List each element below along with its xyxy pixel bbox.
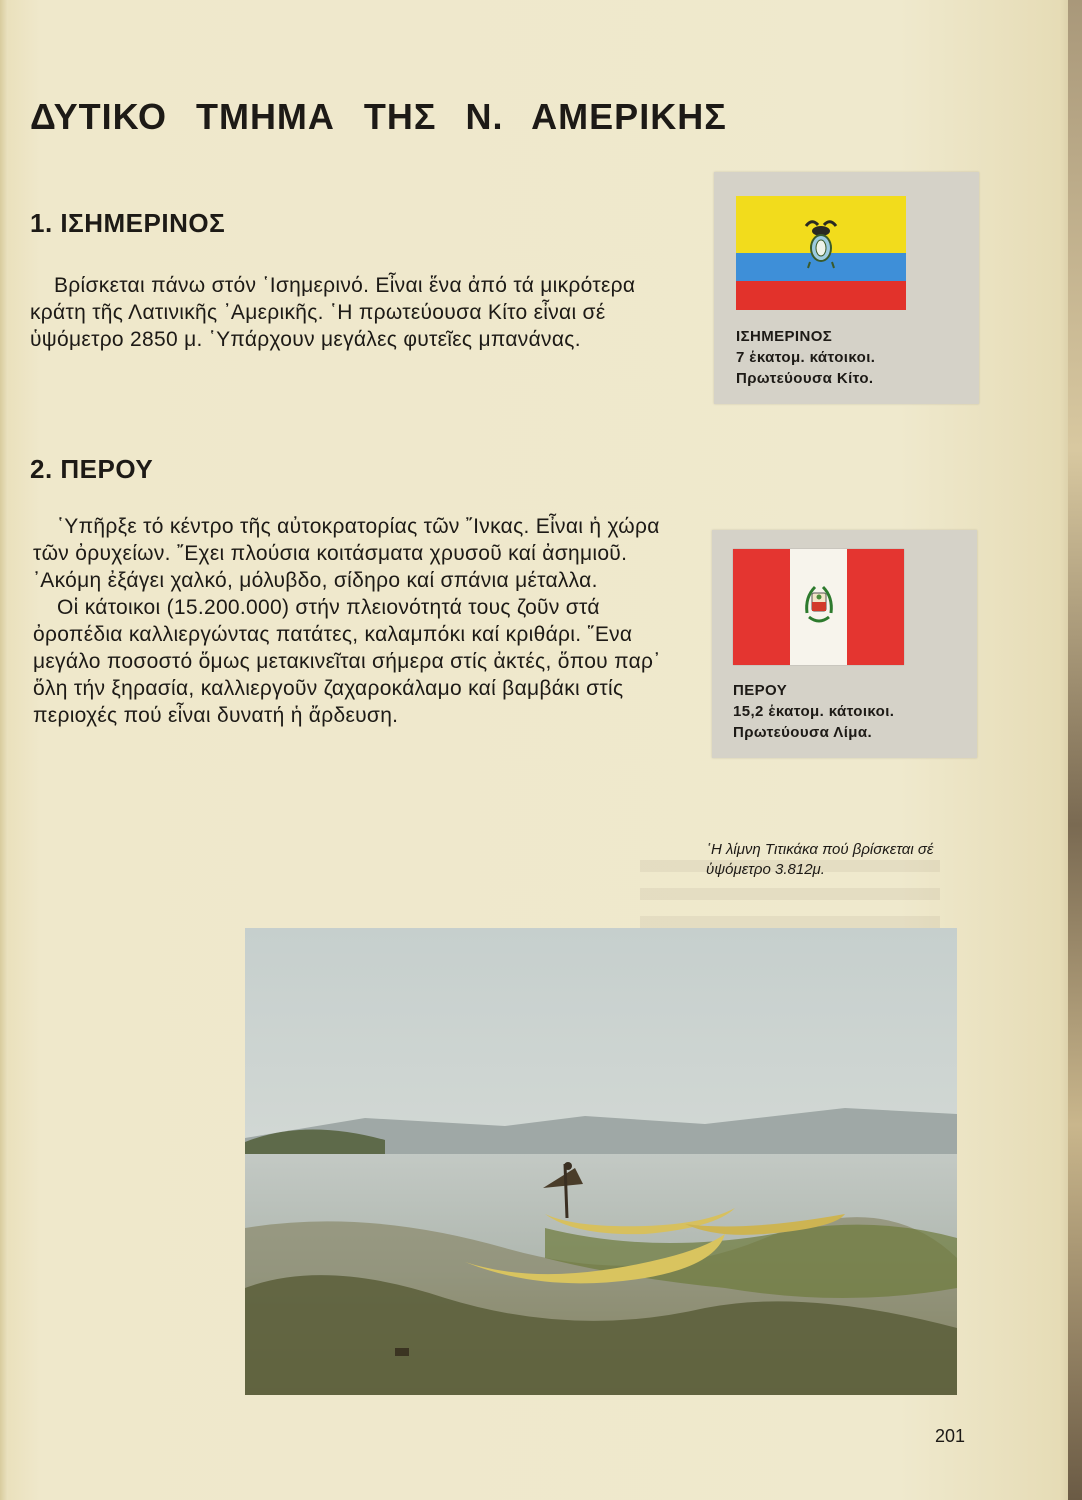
section-heading-peru: 2. ΠΕΡΟΥ bbox=[30, 454, 154, 484]
paragraph: ῾Υπῆρξε τό κέντρο τῆς αὐτοκρατορίας τῶν ῎Ινκας. Εἶναι ἡ χώρα τῶν ὀρυχείων. ῎Εχει πλούσια κοιτάσματα χρυσοῦ καί ἀσημιοῦ. ᾿Ακόμη ἐξάγει χαλκό, μόλυβδο, σίδηρο καί σπάνια μέταλλα. bbox=[33, 515, 660, 592]
coat-of-arms-icon bbox=[803, 583, 835, 627]
peru-flag bbox=[733, 549, 904, 665]
peru-caption bbox=[733, 680, 894, 743]
paragraph: Οἱ κάτοικοι (15.200.000) στήν πλειονότητά τους ζοῦν στά ὀροπέδια καλλιεργώντας πατάτες, καλαμπόκι καί κριθάρι. ῞Ενα μεγάλο ποσοστό ὅμως μετακινεῖται σήμερα στίς ἀκτές, ὅπου παρ᾿ ὅλη τήν ξηρασία, καλλιεργοῦν ζαχαροκάλαμο καί βαμβάκι στίς περιοχές πού εἶναι δυνατή ἡ ἄρδευση. bbox=[33, 596, 661, 727]
section-text-ecuador bbox=[30, 272, 675, 353]
page-number: 201 bbox=[935, 1426, 966, 1446]
page-right-edge bbox=[1068, 0, 1082, 1500]
lake-titicaca-photo bbox=[245, 928, 957, 1395]
coat-of-arms-icon bbox=[802, 218, 840, 270]
ecuador-flag bbox=[736, 196, 906, 310]
paragraph: Βρίσκεται πάνω στόν ῾Ισημερινό. Εἶναι ἕνα ἀπό τά μικρότερα κράτη τῆς Λατινικῆς ᾿Αμερικῆς. ῾Η πρωτεύουσα Κίτο εἶναι σέ ὑψόμετρο 2850 μ. ῾Υπάρχουν μεγάλες φυτεῖες μπανάνας. bbox=[30, 274, 636, 351]
country-name: ΠΕΡΟΥ bbox=[733, 682, 788, 699]
country-name: ΙΣΗΜΕΡΙΝΟΣ bbox=[736, 328, 833, 345]
population: 15,2 ἑκατομ. κάτοικοι. bbox=[733, 703, 895, 720]
population: 7 ἑκατομ. κάτοικοι. bbox=[736, 349, 876, 366]
section-heading-ecuador: 1. ΙΣΗΜΕΡΙΝΟΣ bbox=[30, 208, 226, 238]
page-title: ΔΥΤΙΚΟ ΤΜΗΜΑ ΤΗΣ Ν. ΑΜΕΡΙΚΗΣ bbox=[30, 96, 727, 137]
flag-card-ecuador bbox=[714, 172, 979, 404]
ecuador-caption bbox=[736, 326, 875, 389]
page-left-edge bbox=[0, 0, 8, 1500]
flag-card-peru bbox=[712, 530, 977, 758]
section-text-peru bbox=[33, 513, 673, 729]
photo-caption: ῾Η λίμνη Τιτικάκα πού βρίσκεται σέ ὑψόμετρο 3.812μ. bbox=[706, 841, 934, 878]
lake-photo-illustration bbox=[245, 928, 957, 1395]
capital: Πρωτεύουσα Κίτο. bbox=[736, 370, 874, 387]
capital: Πρωτεύουσα Λίμα. bbox=[733, 724, 873, 741]
